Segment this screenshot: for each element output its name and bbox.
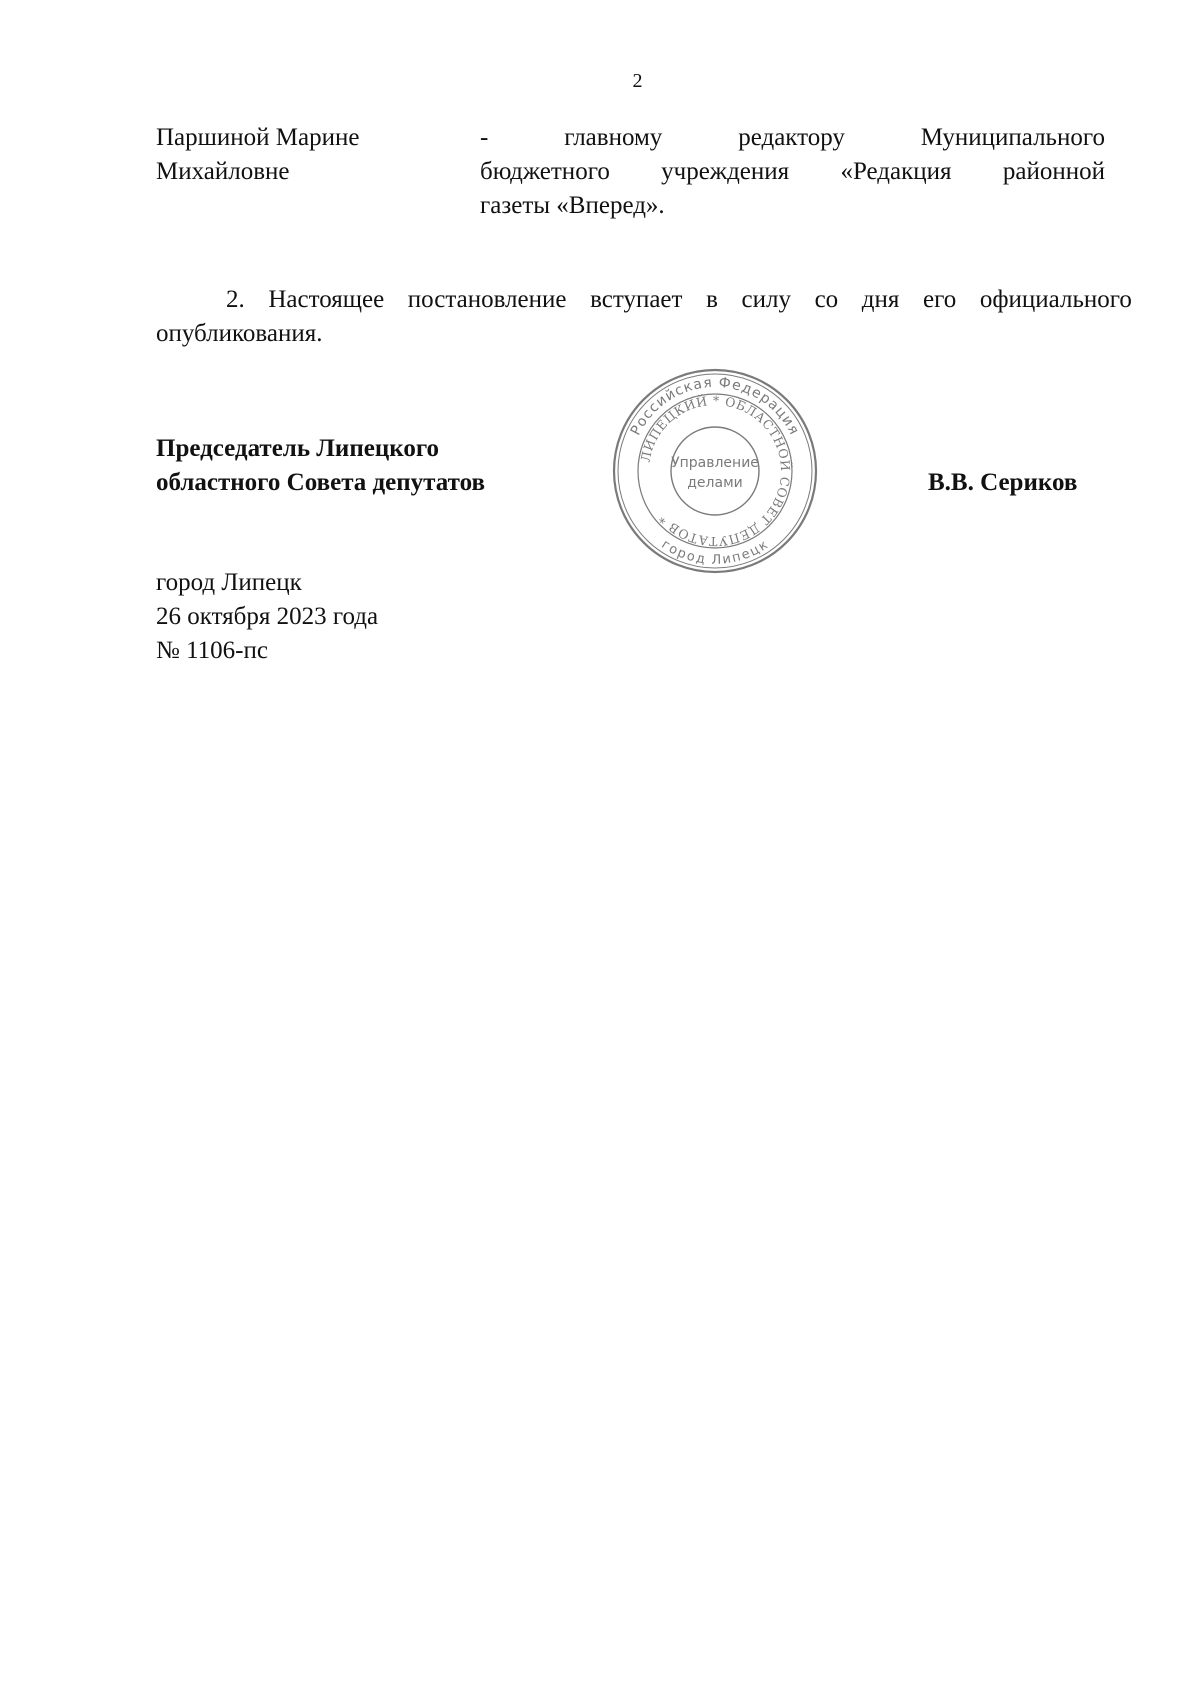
official-seal (610, 366, 820, 576)
role-word: главному (564, 124, 663, 151)
seal-center-line1: Управление (671, 455, 759, 471)
clause-word: постановление (407, 286, 567, 313)
role-word: «Редакция (840, 158, 952, 185)
document-number: № 1106-пс (156, 637, 268, 664)
clause-word: вступает (590, 286, 683, 313)
recipient-role (480, 121, 1105, 223)
clause-2 (156, 283, 1132, 351)
signer-position-line1: Председатель Липецкого (156, 435, 440, 462)
recipient-role-line3: газеты «Вперед». (480, 192, 665, 219)
recipient-role-line1 (480, 121, 1105, 155)
document-date: 26 октября 2023 года (156, 603, 379, 630)
clause-word: официального (979, 286, 1132, 313)
clause-word: его (923, 286, 957, 313)
seal-bottom-text: город Липецк (658, 537, 772, 568)
role-word: редактору (738, 124, 845, 151)
clause-word: со (814, 286, 839, 313)
clause-word: 2. (226, 286, 245, 313)
role-word: бюджетного (480, 158, 610, 185)
recipient-name (156, 121, 426, 189)
role-word: районной (1002, 158, 1105, 185)
recipient-name-line1: Паршиной Марине (156, 124, 360, 151)
clause-line1 (156, 283, 1132, 317)
signer-name: В.В. Сериков (928, 469, 1078, 496)
seal-middle-text: ЛИПЕЦКИЙ * ОБЛАСТНОЙ СОВЕТ ДЕПУТАТОВ * (637, 392, 794, 550)
clause-line2: опубликования. (156, 320, 323, 347)
signer-position (156, 432, 576, 500)
place-date-number (156, 566, 576, 668)
recipient-name-line2: Михайловне (156, 158, 290, 185)
clause-word: силу (741, 286, 791, 313)
role-word: Муниципального (920, 124, 1105, 151)
clause-word: в (706, 286, 718, 313)
signer-position-line2: областного Совета депутатов (156, 469, 485, 496)
clause-word: Настоящее (268, 286, 385, 313)
seal-outer-text: Российская Федерация (627, 374, 803, 439)
recipient-role-line2 (480, 155, 1105, 189)
role-word: - (480, 124, 489, 151)
clause-word: дня (861, 286, 900, 313)
role-word: учреждения (661, 158, 790, 185)
page-number: 2 (632, 70, 643, 92)
city: город Липецк (156, 569, 302, 596)
seal-center-line2: делами (687, 475, 743, 491)
